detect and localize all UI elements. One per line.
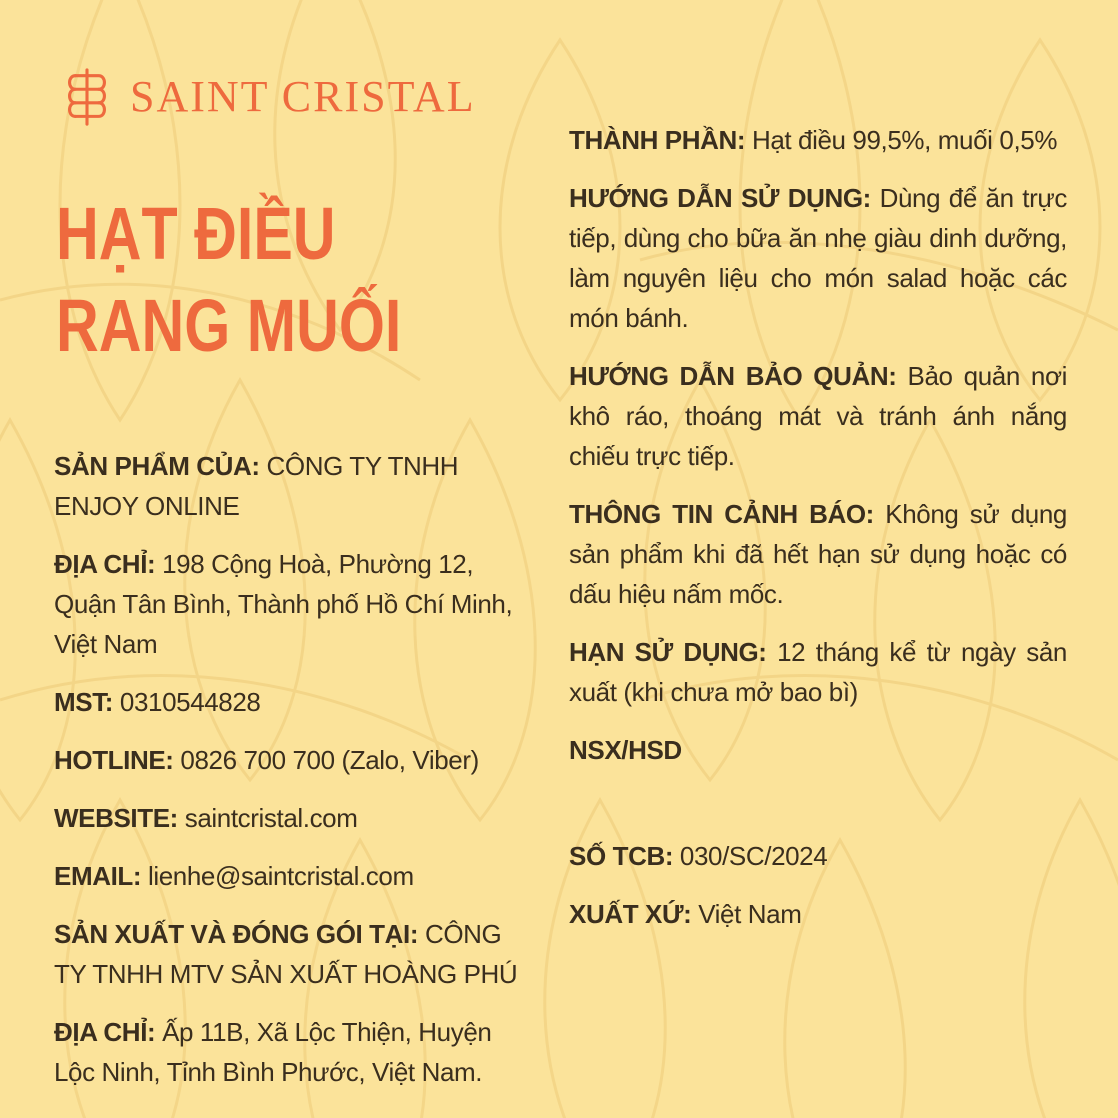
usage-info	[569, 178, 1067, 338]
ingredients-label: THÀNH PHẦN:	[569, 125, 746, 155]
hotline-info	[54, 740, 536, 780]
origin-label: XUẤT XỨ:	[569, 899, 692, 929]
ingredients-info	[569, 120, 1067, 160]
website-info	[54, 798, 536, 838]
producer-info	[54, 446, 536, 526]
expiry-info	[569, 632, 1067, 712]
warning-label: THÔNG TIN CẢNH BÁO:	[569, 499, 874, 529]
manufacturer-value: CÔNG TY TNHH MTV SẢN XUẤT HOÀNG PHÚ	[54, 919, 518, 989]
mst-label: MST:	[54, 687, 114, 717]
brand-name: SAINT CRISTAL	[130, 72, 476, 121]
nsx-hsd-label: NSX/HSD	[569, 735, 682, 765]
expiry-value: 12 tháng kể từ ngày sản xuất (khi chưa mở bao bì)	[569, 637, 1067, 707]
address-info	[54, 544, 536, 664]
producer-label: SẢN PHẨM CỦA:	[54, 451, 260, 481]
manufacturer-label: SẢN XUẤT VÀ ĐÓNG GÓI TẠI:	[54, 919, 419, 949]
expiry-label: HẠN SỬ DỤNG:	[569, 637, 767, 667]
ingredients-value: Hạt điều 99,5%, muối 0,5%	[751, 125, 1058, 155]
usage-value: Dùng để ăn trực tiếp, dùng cho bữa ăn nhẹ giàu dinh dưỡng, làm nguyên liệu cho món salad hoặc các món bánh.	[569, 183, 1067, 333]
email-info	[54, 856, 536, 896]
origin-value: Việt Nam	[698, 899, 802, 929]
website-value: saintcristal.com	[184, 803, 358, 833]
tcb-value: 030/SC/2024	[679, 841, 828, 871]
tcb-label: SỐ TCB:	[569, 841, 674, 871]
product-info-column	[569, 120, 1067, 788]
address-label: ĐỊA CHỈ:	[54, 549, 156, 579]
product-title-line2: RANG MUỐI	[56, 284, 402, 367]
manufacturer-info	[54, 914, 536, 994]
manufacturer-address-info	[54, 1012, 536, 1092]
email-label: EMAIL:	[54, 861, 142, 891]
website-label: WEBSITE:	[54, 803, 178, 833]
storage-value: Bảo quản nơi khô ráo, thoáng mát và tránh ánh nắng chiếu trực tiếp.	[569, 361, 1067, 471]
registration-info-column	[569, 836, 1067, 952]
manufacturer-address-value: Ấp 11B, Xã Lộc Thiện, Huyện Lộc Ninh, Tỉnh Bình Phước, Việt Nam.	[54, 1017, 492, 1087]
nsx-hsd-info	[569, 730, 1067, 770]
warning-info	[569, 494, 1067, 614]
producer-value: CÔNG TY TNHH ENJOY ONLINE	[54, 451, 459, 521]
storage-info	[569, 356, 1067, 476]
brand-logo	[56, 66, 476, 128]
product-title	[56, 188, 408, 372]
company-info-column	[54, 446, 536, 1110]
knot-monogram-icon	[56, 66, 118, 128]
manufacturer-address-label: ĐỊA CHỈ:	[54, 1017, 156, 1047]
email-value: lienhe@saintcristal.com	[147, 861, 414, 891]
hotline-label: HOTLINE:	[54, 745, 174, 775]
mst-value: 0310544828	[119, 687, 261, 717]
mst-info	[54, 682, 536, 722]
product-title-line1: HẠT ĐIỀU	[56, 192, 336, 275]
tcb-info	[569, 836, 1067, 876]
warning-value: Không sử dụng sản phẩm khi đã hết hạn sử dụng hoặc có dấu hiệu nấm mốc.	[569, 499, 1067, 609]
address-value: 198 Cộng Hoà, Phường 12, Quận Tân Bình, Thành phố Hồ Chí Minh, Việt Nam	[54, 549, 513, 659]
hotline-value: 0826 700 700 (Zalo, Viber)	[180, 745, 479, 775]
storage-label: HƯỚNG DẪN BẢO QUẢN:	[569, 361, 897, 391]
usage-label: HƯỚNG DẪN SỬ DỤNG:	[569, 183, 871, 213]
origin-info	[569, 894, 1067, 934]
